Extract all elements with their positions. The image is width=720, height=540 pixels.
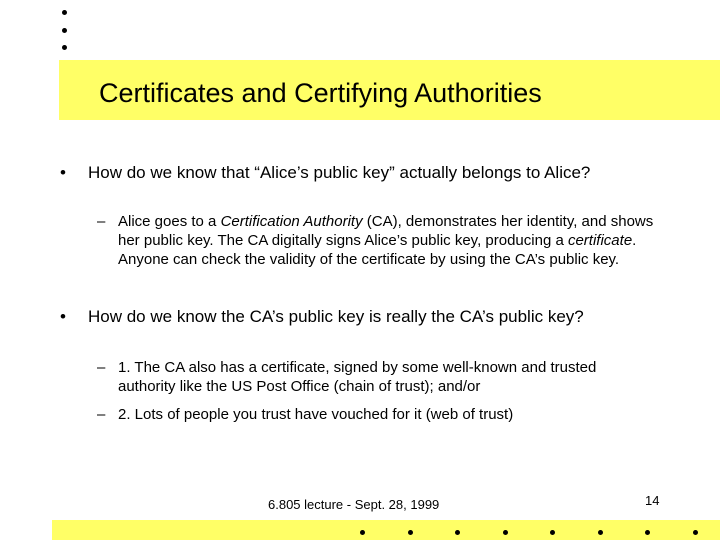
footer-text: 6.805 lecture - Sept. 28, 1999 — [268, 497, 440, 512]
decorative-dot — [62, 28, 67, 33]
decorative-dot — [62, 45, 67, 50]
bullet-text: How do we know that “Alice’s public key” actually belongs to Alice? — [88, 163, 591, 182]
decorative-dot — [550, 530, 555, 535]
footer-highlight-bar — [52, 520, 720, 540]
bullet-marker: • — [60, 307, 66, 326]
decorative-dot — [360, 530, 365, 535]
slide-title: Certificates and Certifying Authorities — [99, 78, 542, 108]
sub-bullet-marker: – — [97, 213, 106, 230]
sub-bullet-marker: – — [97, 359, 106, 376]
page-number: 14 — [645, 493, 660, 508]
decorative-dot — [503, 530, 508, 535]
decorative-dot — [645, 530, 650, 535]
sub-bullet-text: 2. Lots of people you trust have vouched for it (web of trust) — [118, 406, 514, 423]
sub-bullet-text: Alice goes to a Certification Authority (CA), demonstrates her identity, and shows her public key. The CA digitally signs Alice’s public key, producing a certificate. Anyone can check the validity of the certificate by using the CA’s public key. — [118, 213, 654, 268]
decorative-dot — [598, 530, 603, 535]
decorative-dot — [693, 530, 698, 535]
decorative-dot — [455, 530, 460, 535]
sub-bullet-text: 1. The CA also has a certificate, signed by some well-known and trusted authority like the US Post Office (chain of trust); and/or — [118, 359, 597, 395]
decorative-dot — [408, 530, 413, 535]
bullet-text: How do we know the CA’s public key is really the CA’s public key? — [88, 307, 584, 326]
bullet-marker: • — [60, 163, 66, 182]
sub-bullet-marker: – — [97, 406, 106, 423]
decorative-dot — [62, 10, 67, 15]
